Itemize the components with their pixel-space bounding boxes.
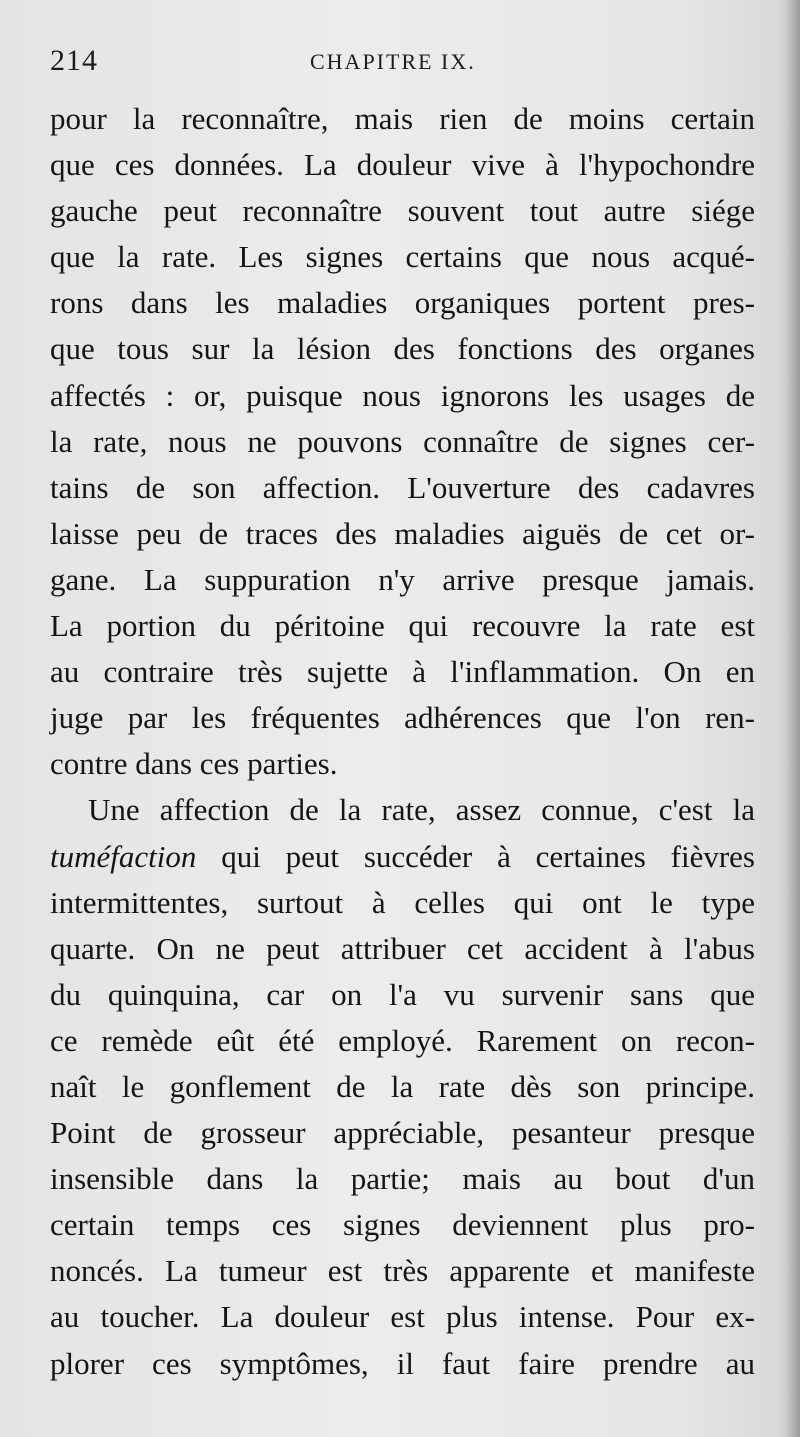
page-edge-shadow — [786, 0, 800, 1437]
text-line: que la rate. Les signes certains que nous acqué- — [50, 239, 755, 275]
text-line: insensible dans la partie; mais au bout d'un — [50, 1161, 755, 1197]
text-line: juge par les fréquentes adhérences que l'on ren- — [50, 700, 755, 736]
text-line: que ces données. La douleur vive à l'hypochondre — [50, 147, 755, 183]
text-line: que tous sur la lésion des fonctions des organes — [50, 331, 755, 367]
text-line: gauche peut reconnaître souvent tout autre siége — [50, 193, 755, 229]
text-line: rons dans les maladies organiques portent pres- — [50, 285, 755, 321]
running-head — [50, 44, 755, 84]
text-line: du quinquina, car on l'a vu survenir sans que — [50, 976, 755, 1012]
body-text — [50, 96, 755, 1387]
text-line: au contraire très sujette à l'inflammation. On en — [50, 654, 755, 690]
text-line: la rate, nous ne pouvons connaître de signes cer- — [50, 423, 755, 459]
page-number: 214 — [50, 44, 98, 77]
text-line-with-italic — [50, 834, 755, 880]
italic-term: tuméfaction — [50, 838, 197, 874]
text-line: intermittentes, surtout à celles qui ont le type — [50, 884, 755, 920]
text-line: pour la reconnaître, mais rien de moins certain — [50, 101, 755, 136]
text-line: ce remède eût été employé. Rarement on recon- — [50, 1022, 755, 1058]
text-line: gane. La suppuration n'y arrive presque jamais. — [50, 561, 755, 597]
text-line: tains de son affection. L'ouverture des cadavres — [50, 469, 755, 505]
paragraph-first-line: Une affection de la rate, assez connue, c'est la — [88, 792, 755, 828]
text-line: Point de grosseur appréciable, pesanteur presque — [50, 1115, 755, 1151]
text-line: quarte. On ne peut attribuer cet accident à l'abus — [50, 930, 755, 966]
text-line: noncés. La tumeur est très apparente et manifeste — [50, 1253, 755, 1289]
chapter-title: CHAPITRE IX. — [310, 49, 476, 74]
text-line: La portion du péritoine qui recouvre la rate est — [50, 608, 755, 644]
text-line: laisse peu de traces des maladies aiguës de cet or- — [50, 515, 755, 551]
text-line: plorer ces symptômes, il faut faire prendre au — [50, 1345, 755, 1381]
text-line: naît le gonflement de la rate dès son principe. — [50, 1068, 755, 1104]
text-line: certain temps ces signes deviennent plus pro- — [50, 1207, 755, 1243]
text-line: contre dans ces parties. — [50, 746, 338, 782]
text-fragment: qui peut succéder à certaines fièvres — [196, 838, 755, 874]
text-line: affectés : or, puisque nous ignorons les usages de — [50, 377, 755, 413]
text-line: au toucher. La douleur est plus intense. Pour ex- — [50, 1299, 755, 1335]
